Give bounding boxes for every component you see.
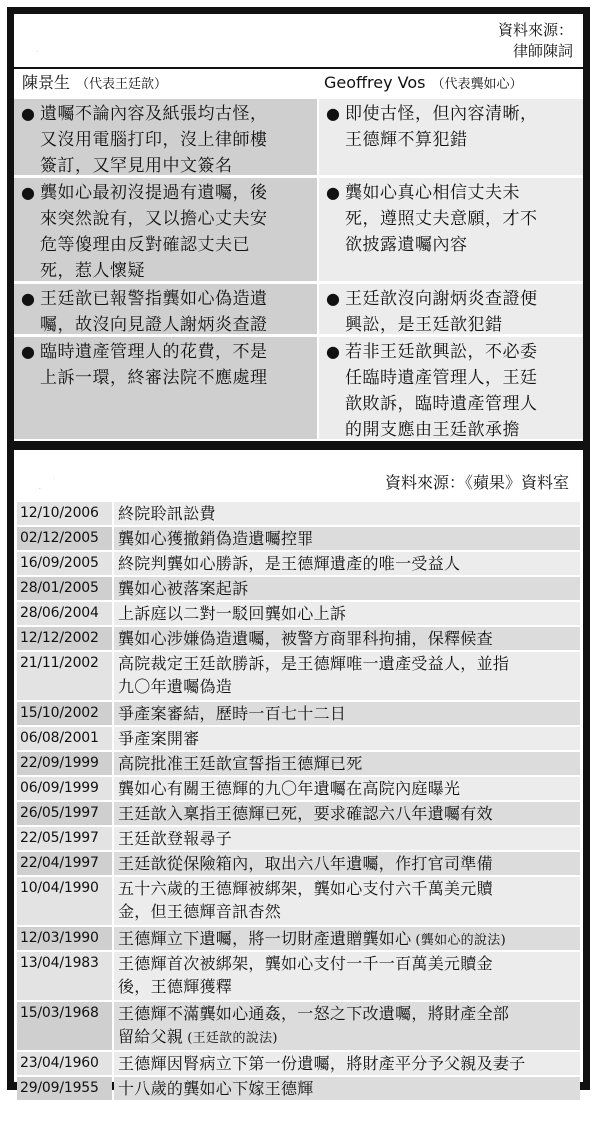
timeline-row (17, 877, 580, 925)
event-text: 王德輝不滿龔如心通姦，一怒之下改遺囑，將財產全部 (118, 1004, 510, 1023)
left-lawyer-name: 陳景生 (22, 73, 71, 92)
event-date: 12/03/1990 (17, 927, 112, 950)
argument-line: 即使古怪，但內容清晰， (345, 104, 538, 124)
event-description (114, 777, 580, 800)
bullet-icon: ● (21, 289, 35, 308)
event-description (114, 602, 580, 625)
event-text: 九〇年遺囑偽造 (118, 677, 233, 696)
event-line (114, 577, 580, 600)
event-description (114, 727, 580, 750)
event-line (114, 1077, 580, 1100)
argument-text (40, 101, 312, 179)
argument-text (40, 180, 312, 284)
argument-pair (14, 284, 583, 334)
timeline-row (17, 652, 580, 700)
event-text: 王廷歆登報尋子 (118, 829, 233, 848)
argument-pair (14, 99, 583, 175)
event-line (114, 702, 580, 725)
event-date: 02/12/2005 (17, 527, 112, 550)
timeline-row (17, 1077, 580, 1100)
bullet-icon: ● (21, 342, 35, 361)
event-date: 22/05/1997 (17, 827, 112, 850)
timeline-row (17, 527, 580, 550)
event-description (114, 652, 580, 700)
event-date: 06/08/2001 (17, 727, 112, 750)
event-date: 28/01/2005 (17, 577, 112, 600)
argument-line: 王德輝不算犯錯 (345, 130, 468, 150)
event-date: 10/04/1990 (17, 877, 112, 925)
left-argument (14, 99, 317, 175)
argument-text (345, 180, 579, 258)
event-date: 22/04/1997 (17, 852, 112, 875)
timeline-panel (14, 450, 583, 1098)
event-text: 爭產案審結，歷時一百七十二日 (118, 704, 347, 723)
argument-line: 龔如心最初沒提過有遺囑，後 (40, 183, 268, 203)
argument-line: 若非王廷歆興訟，不必委 (345, 342, 538, 362)
source-value: 律師陳詞 (512, 42, 573, 60)
event-line (114, 502, 580, 525)
event-line (114, 527, 580, 550)
event-note: (王廷歆的說法) (187, 1031, 278, 1046)
event-date: 15/03/1968 (17, 1002, 112, 1050)
timeline-row (17, 577, 580, 600)
event-text: 龔如心有關王德輝的九〇年遺囑在高院內庭曝光 (118, 779, 461, 798)
event-text: 金，但王德輝音訊杳然 (118, 902, 282, 921)
timeline-row (17, 552, 580, 575)
timeline-row (17, 602, 580, 625)
right-argument (319, 178, 583, 281)
argument-line: 王廷歆已報警指龔如心偽造遺 (40, 289, 268, 309)
arguments-title: 小甜甜案與訟雙方陳詞要點 (22, 19, 430, 58)
event-description (114, 802, 580, 825)
argument-line: 遺囑不論內容及紙張均古怪， (40, 104, 268, 124)
left-lawyer-client: （代表王廷歆） (76, 77, 168, 92)
infographic-card (7, 7, 590, 1098)
timeline-row (17, 927, 580, 950)
event-text: 十八歲的龔如心下嫁王德輝 (118, 1079, 314, 1098)
event-text: 爭產案開審 (118, 729, 200, 748)
argument-line: 簽訂，又罕見用中文簽名 (40, 156, 233, 176)
argument-line: 歆敗訴，臨時遺產管理人 (345, 394, 538, 414)
argument-line: 囑，故沒向見證人謝炳炎查證 (40, 315, 268, 335)
argument-line: 任臨時遺產管理人，王廷 (345, 368, 538, 388)
argument-line: 死，惹人懷疑 (40, 261, 145, 281)
bullet-icon: ● (21, 104, 35, 123)
event-line (114, 877, 580, 900)
sides-header-row (14, 67, 583, 97)
event-line (114, 1002, 580, 1025)
event-line (114, 952, 580, 975)
event-line (114, 1052, 580, 1075)
argument-line: 來突然說有，又以擔心丈夫安 (40, 209, 268, 229)
event-description (114, 852, 580, 875)
argument-line: 死，遵照丈夫意願，才不 (345, 209, 538, 229)
event-note: (龔如心的說法) (415, 933, 506, 948)
argument-text (345, 101, 579, 153)
event-date: 13/04/1983 (17, 952, 112, 1000)
timeline-row (17, 827, 580, 850)
argument-line: 上訴一環，終審法院不應處理 (40, 368, 268, 388)
argument-text (40, 339, 312, 391)
event-text: 王德輝立下遺囑，將一切財產遺贈龔如心 (118, 929, 412, 948)
right-argument (319, 284, 583, 334)
event-text: 五十六歲的王德輝被綁架，龔如心支付六千萬美元贖 (118, 879, 493, 898)
timeline-row (17, 752, 580, 775)
event-line (114, 652, 580, 675)
timeline-row (17, 702, 580, 725)
event-date: 16/09/2005 (17, 552, 112, 575)
right-argument (319, 99, 583, 175)
event-line (114, 1025, 580, 1050)
event-line (114, 727, 580, 750)
left-argument (14, 178, 317, 281)
event-text: 王廷歆入稟指王德輝已死，要求確認六八年遺囑有效 (118, 804, 493, 823)
event-description (114, 827, 580, 850)
event-description (114, 502, 580, 525)
argument-line: 王廷歆沒向謝炳炎查證便 (345, 289, 538, 309)
bullet-icon: ● (326, 183, 340, 202)
event-date: 23/04/1960 (17, 1052, 112, 1075)
event-description (114, 877, 580, 925)
event-line (114, 675, 580, 698)
event-description (114, 1002, 580, 1050)
right-side-header (324, 69, 523, 97)
argument-pair (14, 178, 583, 281)
argument-line: 興訟，是王廷歆犯錯 (345, 315, 503, 335)
event-line (114, 752, 580, 775)
timeline-row (17, 727, 580, 750)
event-text: 高院批准王廷歆宣誓指王德輝已死 (118, 754, 363, 773)
event-description (114, 1052, 580, 1075)
event-description (114, 702, 580, 725)
timeline-title: 小甜甜事件簿 (24, 457, 234, 497)
event-description (114, 952, 580, 1000)
event-description (114, 577, 580, 600)
bullet-icon: ● (326, 104, 340, 123)
arguments-header (14, 14, 583, 67)
left-argument (14, 284, 317, 334)
event-line (114, 777, 580, 800)
event-date: 12/12/2002 (17, 627, 112, 650)
bullet-icon: ● (326, 289, 340, 308)
event-date: 29/09/1955 (17, 1077, 112, 1100)
event-line (114, 802, 580, 825)
event-description (114, 752, 580, 775)
event-text: 王德輝因腎病立下第一份遺囑，將財產平分予父親及妻子 (118, 1054, 526, 1073)
event-description (114, 927, 580, 950)
event-line (114, 827, 580, 850)
timeline-source: 資料來源：《蘋果》資料室 (384, 473, 569, 492)
event-line (114, 900, 580, 923)
bullet-icon: ● (21, 183, 35, 202)
event-text: 留給父親 (118, 1027, 184, 1046)
event-text: 高院裁定王廷歆勝訴，是王德輝唯一遺產受益人，並指 (118, 654, 510, 673)
argument-text (40, 286, 312, 338)
argument-text (345, 339, 579, 443)
event-line (114, 975, 580, 998)
timeline-row (17, 1002, 580, 1050)
right-argument (319, 337, 583, 439)
argument-line: 又沒用電腦打印，沒上律師樓 (40, 130, 268, 150)
event-line (114, 927, 580, 952)
argument-line: 臨時遺產管理人的花費，不是 (40, 342, 268, 362)
event-text: 龔如心獲撤銷偽造遺囑控罪 (118, 529, 314, 548)
right-lawyer-name: Geoffrey Vos (324, 73, 426, 92)
event-text: 龔如心被落案起訴 (118, 579, 249, 598)
event-date: 21/11/2002 (17, 652, 112, 700)
argument-line: 危等傻理由反對確認丈夫已 (40, 235, 250, 255)
event-description (114, 1077, 580, 1100)
event-text: 終院判龔如心勝訴，是王德輝遺產的唯一受益人 (118, 554, 461, 573)
arguments-source (453, 20, 573, 62)
timeline-row (17, 952, 580, 1000)
event-line (114, 602, 580, 625)
event-date: 28/06/2004 (17, 602, 112, 625)
event-line (114, 552, 580, 575)
event-description (114, 552, 580, 575)
event-line (114, 852, 580, 875)
event-date: 26/05/1997 (17, 802, 112, 825)
event-date: 15/10/2002 (17, 702, 112, 725)
arguments-panel (14, 14, 583, 441)
timeline-row (17, 502, 580, 525)
argument-line: 龔如心真心相信丈夫未 (345, 183, 520, 203)
argument-line: 的開支應由王廷歆承擔 (345, 420, 520, 440)
event-description (114, 627, 580, 650)
event-text: 上訴庭以二對一駁回龔如心上訴 (118, 604, 347, 623)
timeline-row (17, 627, 580, 650)
timeline-row (17, 1052, 580, 1075)
event-date: 12/10/2006 (17, 502, 112, 525)
event-text: 王德輝首次被綁架，龔如心支付一千一百萬美元贖金 (118, 954, 493, 973)
left-argument (14, 337, 317, 439)
event-text: 龔如心涉嫌偽造遺囑，被警方商罪科拘捕，保釋候查 (118, 629, 493, 648)
event-description (114, 527, 580, 550)
argument-pair (14, 337, 583, 439)
event-text: 王廷歆從保險箱內，取出六八年遺囑，作打官司準備 (118, 854, 493, 873)
timeline-row (17, 852, 580, 875)
timeline-row (17, 802, 580, 825)
argument-text (345, 286, 579, 338)
event-date: 22/09/1999 (17, 752, 112, 775)
right-lawyer-client: （代表龔如心） (431, 77, 523, 92)
event-text: 終院聆訊訟費 (118, 504, 216, 523)
left-side-header (22, 69, 167, 97)
event-text: 後，王德輝獲釋 (118, 977, 233, 996)
bullet-icon: ● (326, 342, 340, 361)
event-line (114, 627, 580, 650)
timeline-row (17, 777, 580, 800)
source-label: 資料來源： (497, 21, 573, 39)
argument-line: 欲披露遺囑內容 (345, 235, 468, 255)
event-date: 06/09/1999 (17, 777, 112, 800)
